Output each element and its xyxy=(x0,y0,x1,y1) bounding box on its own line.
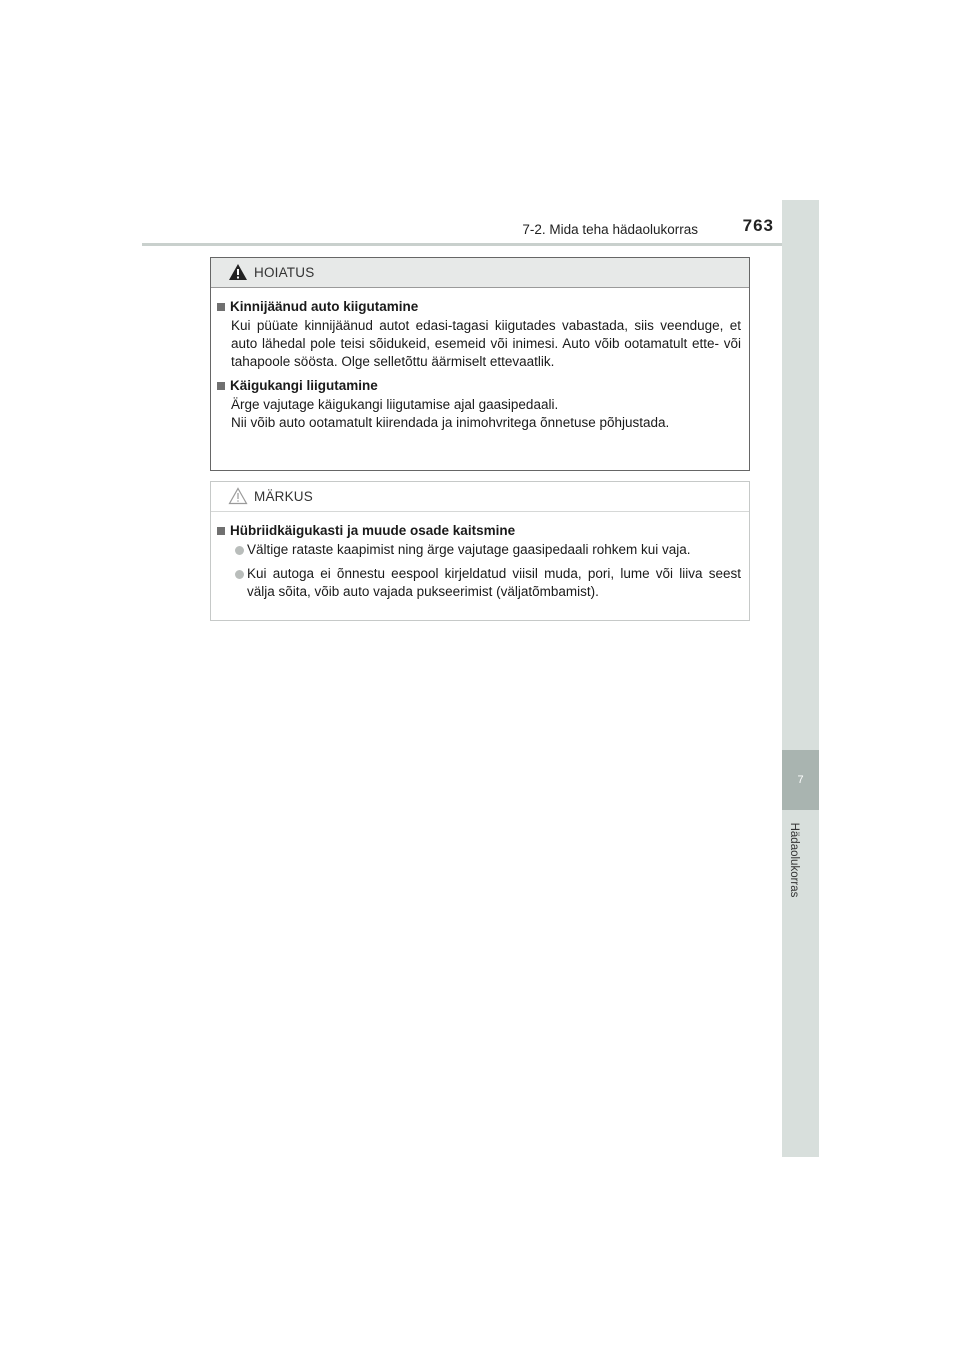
chapter-number-tab: 7 xyxy=(782,750,819,810)
caution-triangle-outline-icon xyxy=(228,487,248,505)
square-bullet-icon xyxy=(217,382,225,390)
note-item-heading xyxy=(217,523,741,538)
warning-item-heading-text: Käigukangi liigutamine xyxy=(230,378,378,393)
note-bullet-item xyxy=(217,541,741,559)
header-rule xyxy=(142,243,818,246)
page-number: 763 xyxy=(742,216,774,235)
warning-item-text: Kui püüate kinnijäänud autot edasi-tagasi kiigutades vabastada, siis veenduge, et auto lähedal pole teisi sõidukeid, esemeid või inimesi. Auto võib ootamatult ette- või tahapoole söösta. Olge selletõttu äärmiselt ettevaatlik. xyxy=(231,318,741,369)
note-bullet-item xyxy=(217,565,741,601)
chapter-side-strip xyxy=(782,200,819,1157)
warning-triangle-icon xyxy=(228,263,248,281)
square-bullet-icon xyxy=(217,303,225,311)
warning-item-heading xyxy=(217,378,741,393)
circle-bullet-icon xyxy=(235,546,244,555)
square-bullet-icon xyxy=(217,527,225,535)
warning-box-body xyxy=(211,288,749,432)
warning-item-text-line: Ärge vajutage käigukangi liigutamise ajal gaasipedaali. xyxy=(231,397,559,412)
warning-item-heading xyxy=(217,299,741,314)
note-bullet-text: Vältige rataste kaapimist ning ärge vajutage gaasipedaali rohkem kui vaja. xyxy=(247,542,691,557)
chapter-label: Hädaolukorras xyxy=(788,822,800,898)
warning-box-header xyxy=(211,258,749,288)
warning-item-heading-text: Kinnijäänud auto kiigutamine xyxy=(230,299,419,314)
warning-item-text-line: Nii võib auto ootamatult kiirendada ja inimohvritega õnnetuse põhjustada. xyxy=(231,415,670,430)
section-title: 7-2. Mida teha hädaolukorras xyxy=(522,222,698,237)
note-box-body xyxy=(211,512,749,601)
note-bullet-text: Kui autoga ei õnnestu eespool kirjeldatud viisil muda, pori, lume või liiva seest välja sõita, võib auto vajada pukseerimist (väljatõmbamist). xyxy=(247,566,741,599)
note-box xyxy=(210,481,750,621)
note-box-header xyxy=(211,482,749,512)
circle-bullet-icon xyxy=(235,570,244,579)
note-item-heading-text: Hübriidkäigukasti ja muude osade kaitsmine xyxy=(230,523,516,538)
warning-title: HOIATUS xyxy=(254,265,315,280)
warning-box xyxy=(210,257,750,471)
note-title: MÄRKUS xyxy=(254,489,313,504)
